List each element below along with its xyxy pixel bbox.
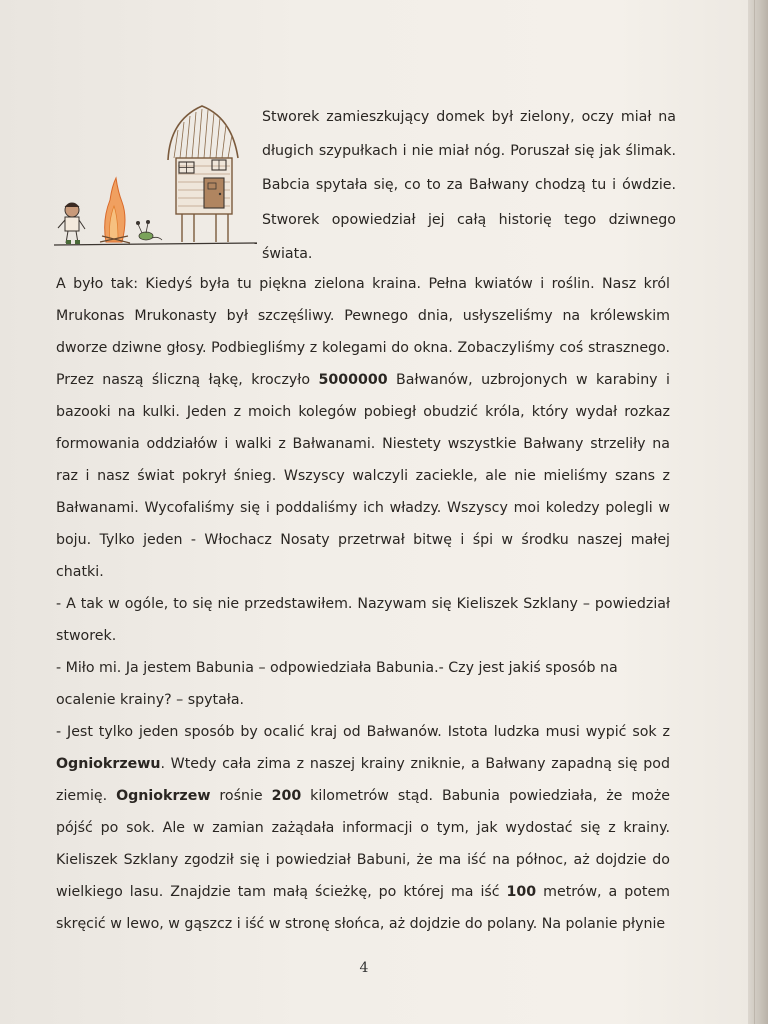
text-run: A było tak: Kiedyś była tu piękna zielona kraina. Pełna kwiatów i roślin. Nasz król Mrukonas Mrukonasty był szczęśliwy. Pewnego dnia, usłyszeliśmy na królewskim dworze dziwne głosy. Podbiegliśmy z kolegami do okna. Zobaczyliśmy coś strasznego. Przez naszą śliczną łąkę, kroczyło xyxy=(56,276,670,388)
text-run: metrów, a potem skręcić w lewo, w gąszcz i iść w stronę słońca, aż dojdzie do polany. Na polanie płynie xyxy=(56,884,670,932)
text-run: rośnie xyxy=(210,788,272,804)
bold-term: Ogniokrzew xyxy=(116,788,211,804)
creature-figure xyxy=(136,220,162,240)
paragraph-battle-story xyxy=(56,268,670,588)
paragraph-way-to-save xyxy=(56,716,670,940)
text-run: . Wtedy cała zima z naszej krainy zniknie, a Bałwany zapadną się pod ziemię. xyxy=(56,756,670,804)
house-door xyxy=(204,178,224,208)
text-run: - Jest tylko jeden sposób by ocalić kraj od Bałwanów. Istota ludzka musi wypić sok z xyxy=(56,724,670,740)
paragraph-introduction: - A tak w ogóle, to się nie przedstawiłem. Nazywam się Kieliszek Szklany – powiedział stworek. xyxy=(56,596,670,644)
page-edge xyxy=(748,0,768,1024)
bold-term: Ogniokrzewu xyxy=(56,756,161,772)
story-body xyxy=(56,268,670,940)
bold-number: 5000000 xyxy=(318,372,388,388)
text-run: Bałwanów, uzbrojonych w karabiny i bazooki na kulki. Jeden z moich kolegów pobiegł obudzić króla, który wydał rozkaz formowania oddziałów i walki z Bałwanami. Niestety wszystkie Bałwany strzeliły na raz i nasz świat pokrył śnieg. Wszyscy walczyli zaciekle, ale nie mieliśmy szans z Bałwanami. Wycofaliśmy się i poddaliśmy ich władzy. Wszyscy moi koledzy polegli w boju. Tylko jeden - Włochacz Nosaty przetrwał bitwę i śpi w środku naszej małej chatki. xyxy=(56,372,670,580)
bold-number: 100 xyxy=(506,884,537,900)
ground-line xyxy=(54,243,257,245)
intro-paragraph: Stworek zamieszkujący domek był zielony, oczy miał na długich szypułkach i nie miał nóg. Poruszał się jak ślimak. Babcia spytała się, co to za Bałwany chodzą tu i ówdzie. Stworek opowiedział jej całą historię tego dziwnego świata. xyxy=(262,109,676,262)
paragraph-babunia-reply: - Miło mi. Ja jestem Babunia – odpowiedziała Babunia.- Czy jest jakiś sposób na ocalenie krainy? – spytała. xyxy=(56,660,618,708)
child-drawing-illustration xyxy=(52,100,262,252)
text-run: kilometrów stąd. Babunia powiedziała, że może pójść po sok. Ale w zamian zażądała informacji o tym, jak wydostać się z krainy. Kieliszek Szklany zgodził się i powiedział Babuni, że ma iść na północ, aż dojdzie do wielkiego lasu. Znajdzie tam małą ścieżkę, po której ma iść xyxy=(56,788,670,900)
person-figure xyxy=(58,203,85,244)
bold-number: 200 xyxy=(271,788,302,804)
house-roof xyxy=(168,106,238,160)
roof-hatching xyxy=(174,109,232,158)
page-number: 4 xyxy=(359,960,369,976)
